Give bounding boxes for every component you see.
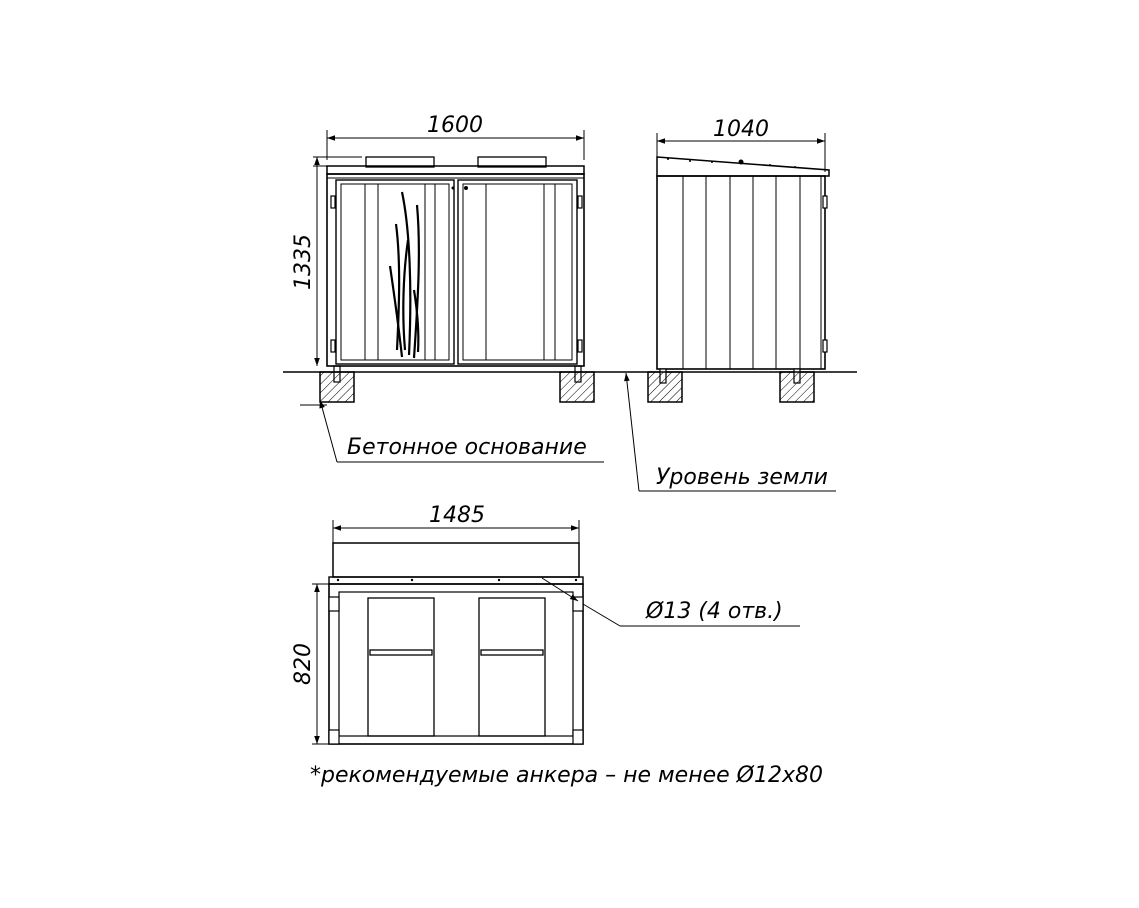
side-view xyxy=(648,157,829,402)
concrete-base-label: Бетонное основание xyxy=(347,435,587,460)
concrete-base-callout xyxy=(300,400,604,462)
concrete-base-block xyxy=(648,372,682,402)
plan-depth-dimension xyxy=(291,584,329,744)
concrete-base-block xyxy=(320,372,354,402)
side-depth-label: 1040 xyxy=(713,117,769,142)
front-view xyxy=(320,157,594,402)
front-height-label: 1335 xyxy=(291,234,316,290)
ground-level-label: Уровень земли xyxy=(656,465,828,490)
reed-decoration xyxy=(390,192,419,358)
holes-label: Ø13 (4 отв.) xyxy=(646,599,783,624)
concrete-base-block xyxy=(780,372,814,402)
plan-width-label: 1485 xyxy=(429,503,485,528)
footnote: *рекомендуемые анкера – не менее Ø12x80 xyxy=(310,763,823,788)
front-width-dimension xyxy=(327,113,584,160)
concrete-base-block xyxy=(560,372,594,402)
front-width-label: 1600 xyxy=(427,113,483,138)
plan-width-dimension xyxy=(333,503,579,545)
plan-view xyxy=(329,543,583,744)
plan-depth-label: 820 xyxy=(291,643,316,685)
